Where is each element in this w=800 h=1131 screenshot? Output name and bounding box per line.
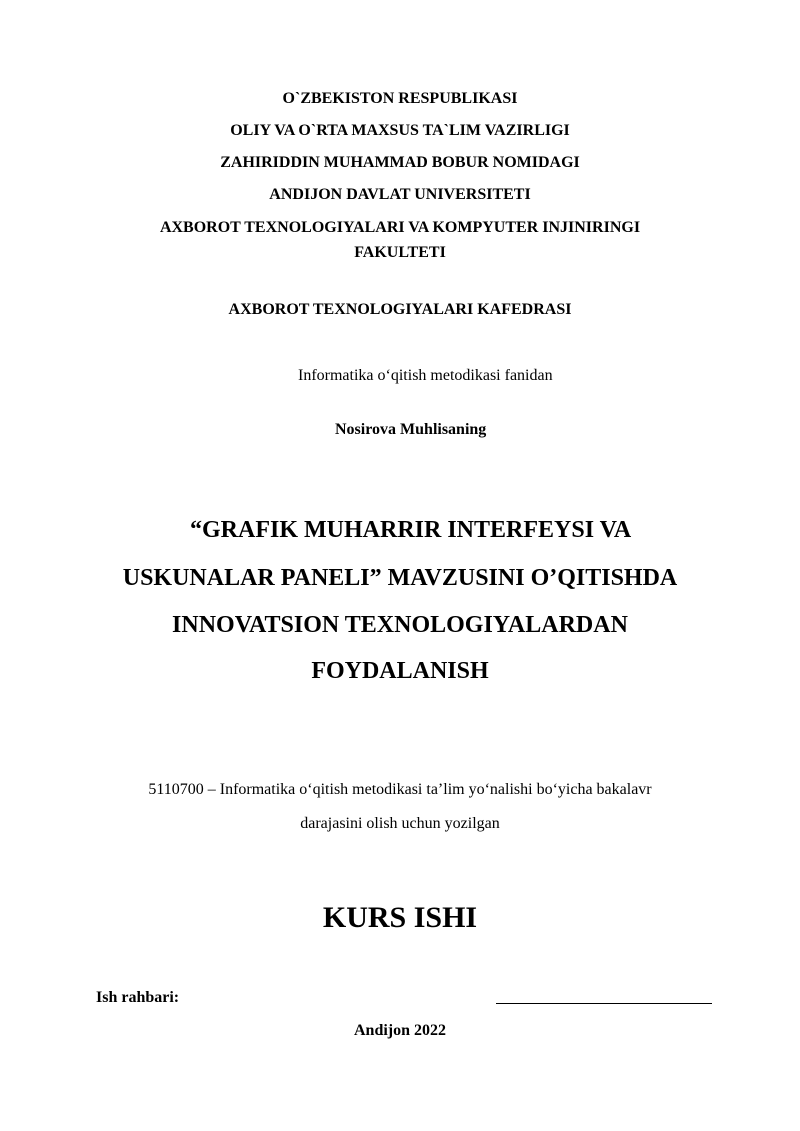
author-name: Nosirova Muhlisaning <box>335 421 487 438</box>
country-name: O`ZBEKISTON RESPUBLIKASI <box>282 90 518 107</box>
description-line1: 5110700 – Informatika o‘qitish metodikasi ta’lim yo‘nalishi bo‘yicha bakalavr <box>148 781 652 798</box>
faculty-name-line1: AXBOROT TEXNOLOGIYALARI VA KOMPYUTER INJINIRINGI <box>159 219 641 236</box>
subject-line: Informatika o‘qitish metodikasi fanidan <box>298 367 553 384</box>
description-line2: darajasini olish uchun yozilgan <box>300 815 500 832</box>
supervisor-label: Ish rahbari: <box>96 989 180 1006</box>
department-name: AXBOROT TEXNOLOGIYALARI KAFEDRASI <box>228 301 572 318</box>
signature-line <box>496 1003 712 1004</box>
place-and-year: Andijon 2022 <box>353 1022 447 1039</box>
title-line2: USKUNALAR PANELI” MAVZUSINI O’QITISHDA <box>122 565 678 591</box>
faculty-name-line2: FAKULTETI <box>354 244 446 261</box>
university-name-line2: ANDIJON DAVLAT UNIVERSITETI <box>269 186 531 203</box>
title-line1: “GRAFIK MUHARRIR INTERFEYSI VA <box>190 517 632 543</box>
title-line3: INNOVATSION TEXNOLOGIYALARDAN <box>172 612 628 638</box>
work-type-heading: KURS ISHI <box>322 901 478 934</box>
university-name-line1: ZAHIRIDDIN MUHAMMAD BOBUR NOMIDAGI <box>220 154 580 171</box>
ministry-name: OLIY VA O`RTA MAXSUS TA`LIM VAZIRLIGI <box>230 122 570 139</box>
title-line4: FOYDALANISH <box>311 658 489 684</box>
